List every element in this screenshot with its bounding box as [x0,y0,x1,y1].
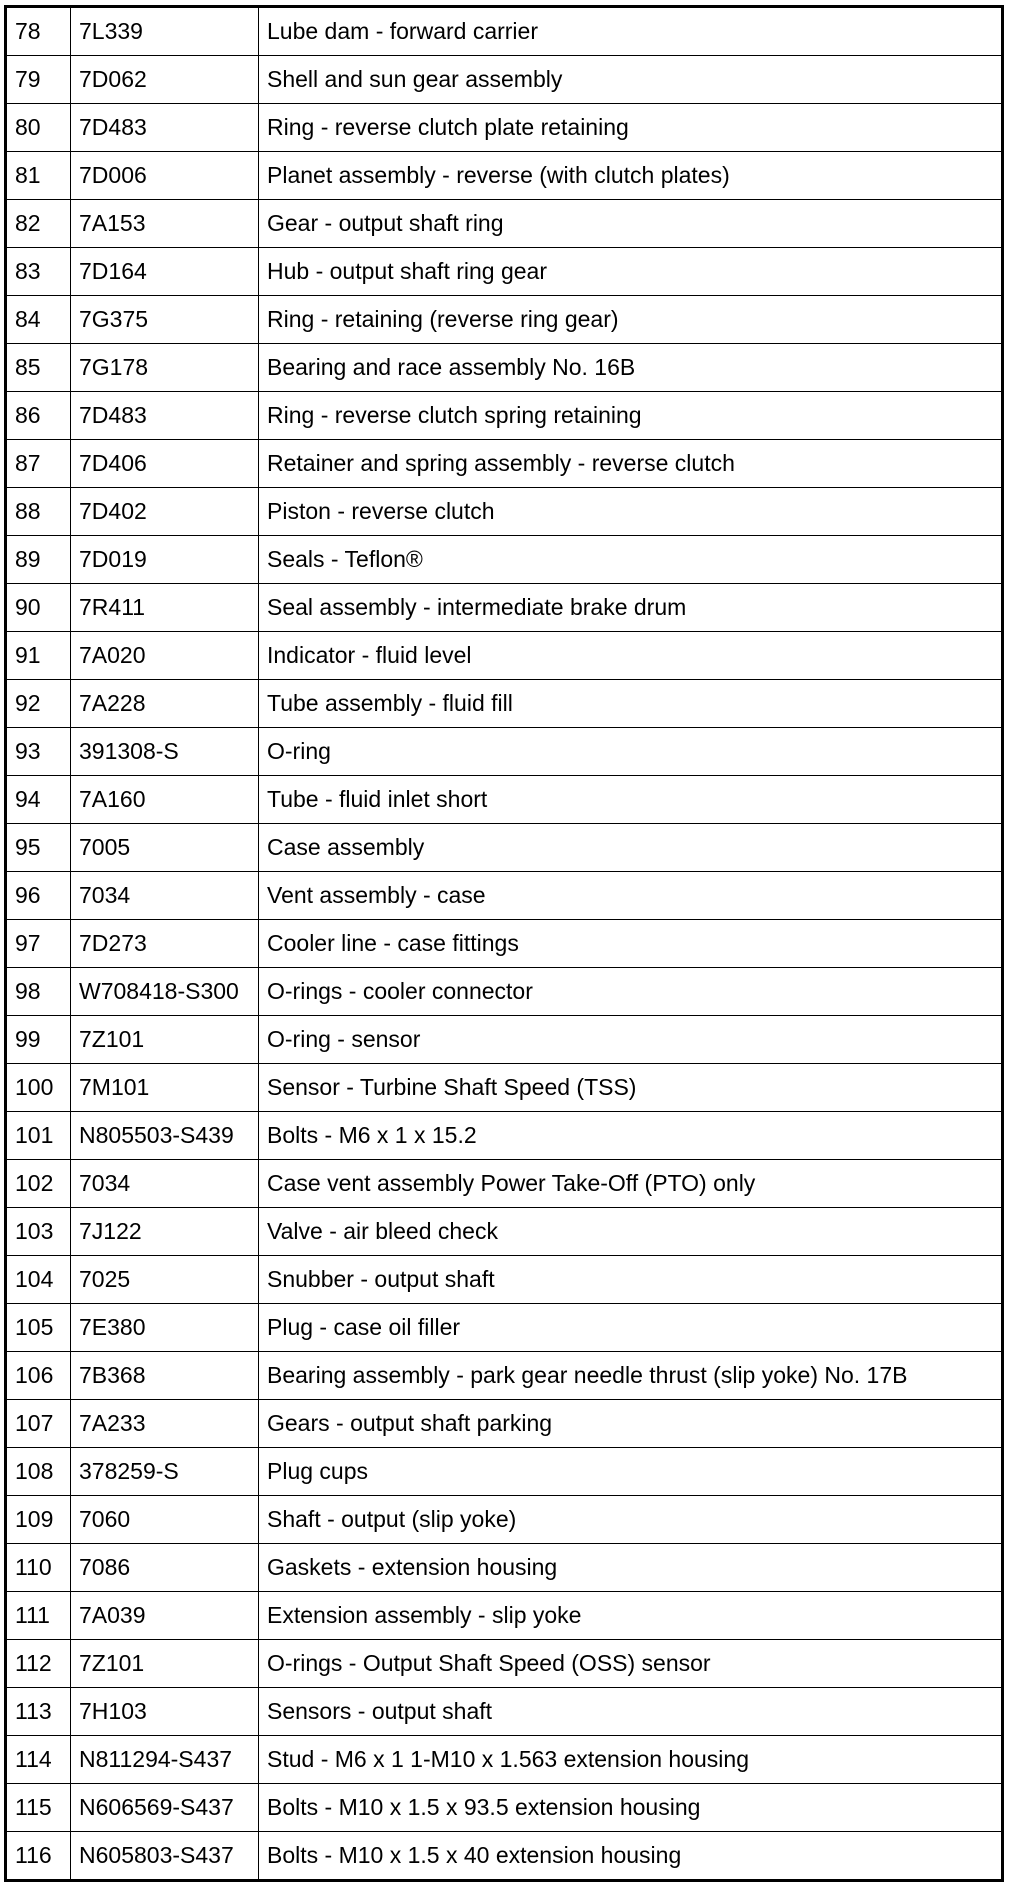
part-number-cell: 7D062 [71,56,259,104]
part-number-cell: 7025 [71,1256,259,1304]
table-row [6,392,1003,440]
description-cell: Case assembly [259,824,1003,872]
item-number-cell: 96 [6,872,71,920]
part-number-cell: N805503-S439 [71,1112,259,1160]
item-number-cell: 83 [6,248,71,296]
description-cell: Hub - output shaft ring gear [259,248,1003,296]
table-row [6,200,1003,248]
table-row [6,440,1003,488]
description-cell: Bolts - M10 x 1.5 x 40 extension housing [259,1832,1003,1881]
description-cell: Seal assembly - intermediate brake drum [259,584,1003,632]
part-number-cell: 7060 [71,1496,259,1544]
table-row [6,56,1003,104]
part-number-cell: 7A039 [71,1592,259,1640]
table-row [6,1688,1003,1736]
part-number-cell: 7086 [71,1544,259,1592]
description-cell: Shell and sun gear assembly [259,56,1003,104]
item-number-cell: 99 [6,1016,71,1064]
item-number-cell: 114 [6,1736,71,1784]
table-row [6,1352,1003,1400]
table-row [6,1544,1003,1592]
item-number-cell: 101 [6,1112,71,1160]
description-cell: Gaskets - extension housing [259,1544,1003,1592]
part-number-cell: 7A020 [71,632,259,680]
table-row [6,680,1003,728]
part-number-cell: 7J122 [71,1208,259,1256]
description-cell: Shaft - output (slip yoke) [259,1496,1003,1544]
item-number-cell: 97 [6,920,71,968]
description-cell: Lube dam - forward carrier [259,7,1003,56]
description-cell: Vent assembly - case [259,872,1003,920]
description-cell: Bearing assembly - park gear needle thrust (slip yoke) No. 17B [259,1352,1003,1400]
item-number-cell: 86 [6,392,71,440]
part-number-cell: W708418-S300 [71,968,259,1016]
item-number-cell: 95 [6,824,71,872]
item-number-cell: 115 [6,1784,71,1832]
table-row [6,1064,1003,1112]
part-number-cell: 7B368 [71,1352,259,1400]
part-number-cell: 7H103 [71,1688,259,1736]
description-cell: Sensor - Turbine Shaft Speed (TSS) [259,1064,1003,1112]
item-number-cell: 109 [6,1496,71,1544]
description-cell: Valve - air bleed check [259,1208,1003,1256]
table-row [6,488,1003,536]
item-number-cell: 102 [6,1160,71,1208]
table-row [6,920,1003,968]
table-row [6,1400,1003,1448]
description-cell: Retainer and spring assembly - reverse clutch [259,440,1003,488]
part-number-cell: 7D402 [71,488,259,536]
part-number-cell: 7034 [71,1160,259,1208]
description-cell: Snubber - output shaft [259,1256,1003,1304]
description-cell: Case vent assembly Power Take-Off (PTO) only [259,1160,1003,1208]
table-row [6,1256,1003,1304]
part-number-cell: 7R411 [71,584,259,632]
description-cell: Plug cups [259,1448,1003,1496]
item-number-cell: 81 [6,152,71,200]
item-number-cell: 85 [6,344,71,392]
table-row [6,584,1003,632]
item-number-cell: 84 [6,296,71,344]
description-cell: Bearing and race assembly No. 16B [259,344,1003,392]
table-row [6,632,1003,680]
item-number-cell: 108 [6,1448,71,1496]
table-row [6,1016,1003,1064]
part-number-cell: 7D483 [71,104,259,152]
table-row [6,152,1003,200]
part-number-cell: 7Z101 [71,1640,259,1688]
description-cell: O-rings - cooler connector [259,968,1003,1016]
part-number-cell: 7D019 [71,536,259,584]
description-cell: Gear - output shaft ring [259,200,1003,248]
part-number-cell: 7G178 [71,344,259,392]
table-row [6,1832,1003,1881]
table-row [6,1736,1003,1784]
description-cell: Piston - reverse clutch [259,488,1003,536]
item-number-cell: 93 [6,728,71,776]
part-number-cell: 7G375 [71,296,259,344]
table-row [6,248,1003,296]
part-number-cell: 378259-S [71,1448,259,1496]
item-number-cell: 116 [6,1832,71,1881]
description-cell: Indicator - fluid level [259,632,1003,680]
part-number-cell: 7D273 [71,920,259,968]
item-number-cell: 90 [6,584,71,632]
table-row [6,1112,1003,1160]
parts-table [4,5,1004,1882]
description-cell: Plug - case oil filler [259,1304,1003,1352]
table-row [6,296,1003,344]
description-cell: Gears - output shaft parking [259,1400,1003,1448]
part-number-cell: 7D164 [71,248,259,296]
item-number-cell: 92 [6,680,71,728]
table-row [6,1448,1003,1496]
table-row [6,872,1003,920]
part-number-cell: N605803-S437 [71,1832,259,1881]
table-row [6,1496,1003,1544]
item-number-cell: 110 [6,1544,71,1592]
item-number-cell: 106 [6,1352,71,1400]
item-number-cell: 104 [6,1256,71,1304]
table-row [6,536,1003,584]
part-number-cell: 7M101 [71,1064,259,1112]
part-number-cell: N606569-S437 [71,1784,259,1832]
description-cell: Bolts - M6 x 1 x 15.2 [259,1112,1003,1160]
table-row [6,1160,1003,1208]
part-number-cell: 7A228 [71,680,259,728]
table-row [6,1784,1003,1832]
item-number-cell: 98 [6,968,71,1016]
table-row [6,7,1003,56]
description-cell: O-ring - sensor [259,1016,1003,1064]
table-row [6,1640,1003,1688]
description-cell: O-rings - Output Shaft Speed (OSS) sensor [259,1640,1003,1688]
description-cell: Bolts - M10 x 1.5 x 93.5 extension housing [259,1784,1003,1832]
description-cell: Extension assembly - slip yoke [259,1592,1003,1640]
description-cell: O-ring [259,728,1003,776]
item-number-cell: 103 [6,1208,71,1256]
item-number-cell: 100 [6,1064,71,1112]
description-cell: Seals - Teflon® [259,536,1003,584]
description-cell: Ring - reverse clutch spring retaining [259,392,1003,440]
table-row [6,824,1003,872]
part-number-cell: 7A160 [71,776,259,824]
item-number-cell: 113 [6,1688,71,1736]
part-number-cell: 7034 [71,872,259,920]
item-number-cell: 91 [6,632,71,680]
part-number-cell: 7E380 [71,1304,259,1352]
item-number-cell: 107 [6,1400,71,1448]
part-number-cell: 7D006 [71,152,259,200]
description-cell: Sensors - output shaft [259,1688,1003,1736]
description-cell: Tube - fluid inlet short [259,776,1003,824]
table-row [6,1208,1003,1256]
part-number-cell: 7D406 [71,440,259,488]
item-number-cell: 89 [6,536,71,584]
item-number-cell: 82 [6,200,71,248]
part-number-cell: 7Z101 [71,1016,259,1064]
item-number-cell: 112 [6,1640,71,1688]
description-cell: Ring - retaining (reverse ring gear) [259,296,1003,344]
table-row [6,104,1003,152]
part-number-cell: 7005 [71,824,259,872]
part-number-cell: 7A153 [71,200,259,248]
part-number-cell: 7L339 [71,7,259,56]
description-cell: Cooler line - case fittings [259,920,1003,968]
item-number-cell: 111 [6,1592,71,1640]
part-number-cell: 7A233 [71,1400,259,1448]
table-row [6,968,1003,1016]
item-number-cell: 87 [6,440,71,488]
table-row [6,776,1003,824]
item-number-cell: 79 [6,56,71,104]
table-row [6,1304,1003,1352]
description-cell: Stud - M6 x 1 1-M10 x 1.563 extension housing [259,1736,1003,1784]
parts-table-body [6,7,1003,1881]
table-row [6,344,1003,392]
description-cell: Planet assembly - reverse (with clutch plates) [259,152,1003,200]
description-cell: Ring - reverse clutch plate retaining [259,104,1003,152]
item-number-cell: 94 [6,776,71,824]
item-number-cell: 105 [6,1304,71,1352]
part-number-cell: N811294-S437 [71,1736,259,1784]
part-number-cell: 7D483 [71,392,259,440]
item-number-cell: 88 [6,488,71,536]
table-row [6,728,1003,776]
table-row [6,1592,1003,1640]
item-number-cell: 78 [6,7,71,56]
description-cell: Tube assembly - fluid fill [259,680,1003,728]
part-number-cell: 391308-S [71,728,259,776]
item-number-cell: 80 [6,104,71,152]
